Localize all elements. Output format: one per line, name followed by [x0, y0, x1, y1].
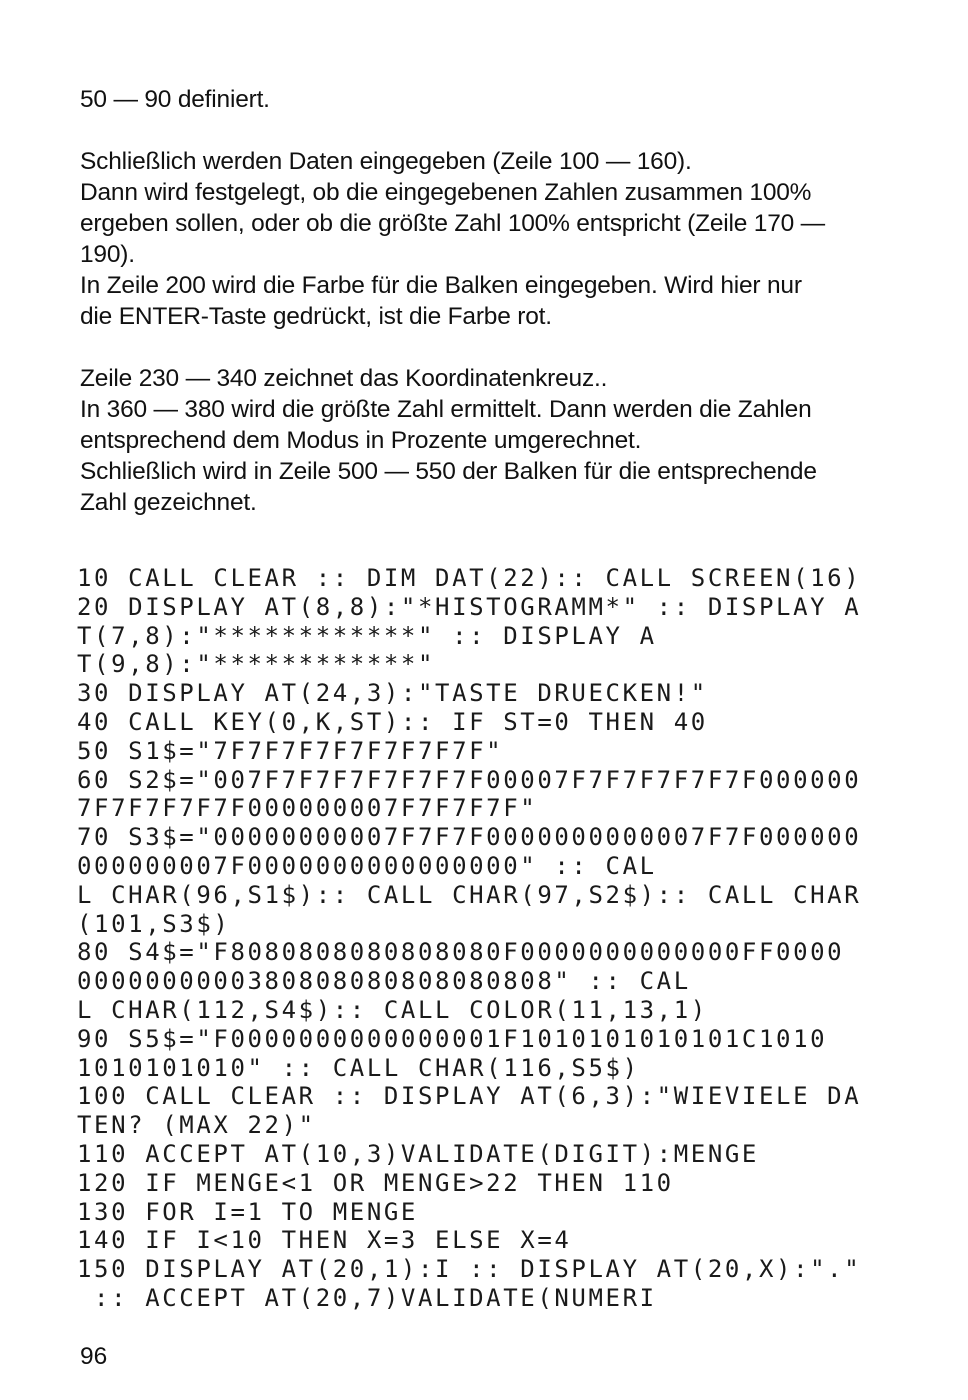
basic-code-listing [77, 564, 937, 1313]
text-line: die ENTER-Taste gedrückt, ist die Farbe rot. [80, 303, 552, 330]
code-line: 0000000000380808080808080808" :: CAL [77, 967, 691, 996]
code-line: 30 DISPLAY AT(24,3):"TASTE DRUECKEN!" [77, 679, 708, 708]
code-line: 140 IF I<10 THEN X=3 ELSE X=4 [77, 1226, 572, 1255]
prose-text [80, 84, 900, 518]
code-line: 80 S4$="F8080808080808080F0000000000000FF0000 [77, 938, 845, 967]
code-line: 7F7F7F7F7F000000007F7F7F7F" [77, 794, 538, 823]
text-line: Zahl gezeichnet. [80, 489, 257, 516]
code-line: 10 CALL CLEAR :: DIM DAT(22):: CALL SCREEN(16) [77, 564, 862, 592]
text-line: 50 — 90 definiert. [80, 86, 270, 113]
code-line: (101,S3$) [77, 909, 231, 938]
text-line: Schließlich werden Daten eingegeben (Zeile 100 — 160). [80, 148, 692, 175]
code-line: T(9,8):"************" [77, 650, 436, 679]
code-line: 130 FOR I=1 TO MENGE [77, 1197, 418, 1226]
paragraph-gap [80, 115, 900, 146]
code-line: 1010101010" :: CALL CHAR(116,S5$) [77, 1053, 640, 1082]
code-line: T(7,8):"************" :: DISPLAY A [77, 621, 657, 650]
text-line: entsprechend dem Modus in Prozente umgerechnet. [80, 427, 642, 454]
code-line: 20 DISPLAY AT(8,8):"*HISTOGRAMM*" :: DISPLAY A [77, 592, 862, 621]
text-line: Dann wird festgelegt, ob die eingegebenen Zahlen zusammen 100% [80, 179, 812, 206]
code-line: 100 CALL CLEAR :: DISPLAY AT(6,3):"WIEVIELE DA [77, 1082, 862, 1111]
code-line: 90 S5$="F0000000000000001F1010101010101C1010 [77, 1024, 828, 1053]
code-line: 000000007F0000000000000000" :: CAL [77, 851, 657, 880]
code-line: 120 IF MENGE<1 OR MENGE>22 THEN 110 [77, 1168, 674, 1197]
text-line: Schließlich wird in Zeile 500 — 550 der Balken für die entsprechende [80, 458, 817, 485]
text-line: 190). [80, 241, 135, 268]
code-line: 70 S3$="00000000007F7F7F0000000000007F7F000000 [77, 823, 862, 852]
text-line: In 360 — 380 wird die größte Zahl ermittelt. Dann werden die Zahlen [80, 396, 812, 423]
code-line: 50 S1$="7F7F7F7F7F7F7F7F" [77, 736, 504, 765]
page-number: 96 [80, 1343, 108, 1370]
text-line: ergeben sollen, oder ob die größte Zahl 100% entspricht (Zeile 170 — [80, 210, 825, 237]
code-line: L CHAR(112,S4$):: CALL COLOR(11,13,1) [77, 995, 708, 1024]
paragraph-gap [80, 332, 900, 363]
code-line: :: ACCEPT AT(20,7)VALIDATE(NUMERI [77, 1283, 657, 1312]
text-line: In Zeile 200 wird die Farbe für die Balken eingegeben. Wird hier nur [80, 272, 802, 299]
code-line: TEN? (MAX 22)" [77, 1111, 316, 1140]
code-line: 60 S2$="007F7F7F7F7F7F7F00007F7F7F7F7F7F000000 [77, 765, 862, 794]
code-line: L CHAR(96,S1$):: CALL CHAR(97,S2$):: CALL CHAR [77, 880, 862, 909]
code-line: 150 DISPLAY AT(20,1):I :: DISPLAY AT(20,X):"." [77, 1255, 862, 1284]
code-line: 110 ACCEPT AT(10,3)VALIDATE(DIGIT):MENGE [77, 1139, 759, 1168]
text-line: Zeile 230 — 340 zeichnet das Koordinatenkreuz.. [80, 365, 608, 392]
code-line: 40 CALL KEY(0,K,ST):: IF ST=0 THEN 40 [77, 707, 708, 736]
